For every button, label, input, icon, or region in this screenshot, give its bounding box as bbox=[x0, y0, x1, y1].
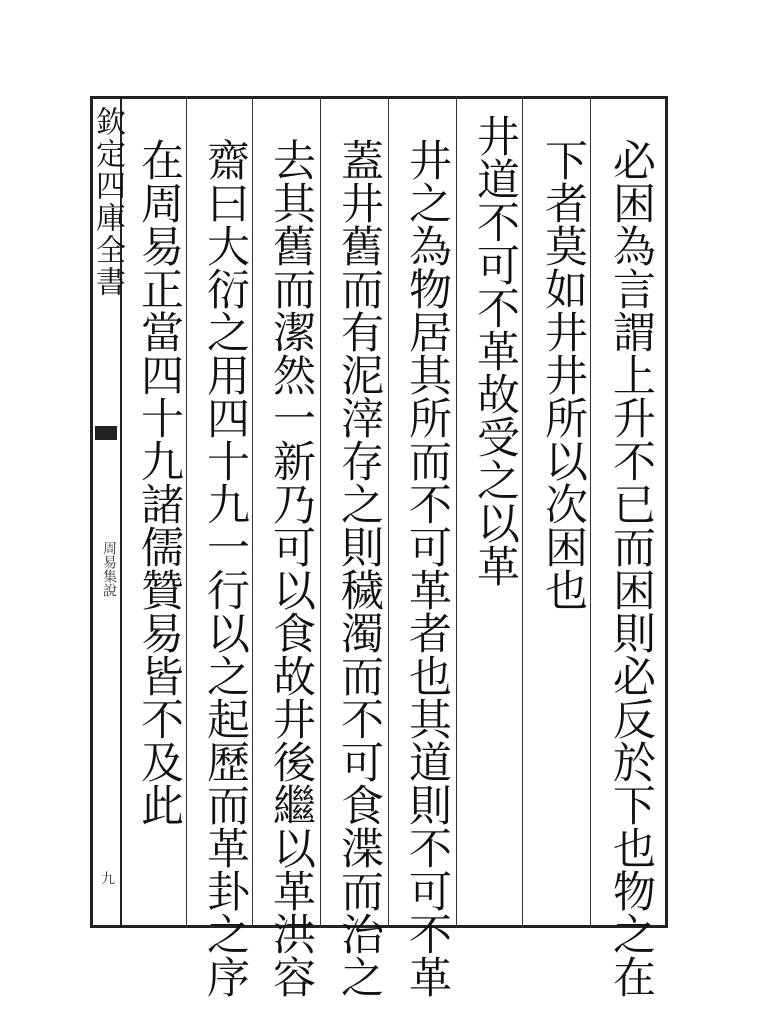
text-column-3: 井道不可不革故受之以革 bbox=[470, 114, 520, 587]
column-rule bbox=[252, 96, 253, 928]
column-rule bbox=[522, 96, 523, 928]
fish-tail-mark bbox=[95, 426, 117, 440]
text-column-2: 下者莫如井井所以次困也 bbox=[538, 138, 588, 611]
column-rule bbox=[590, 96, 591, 928]
page-number: 九 bbox=[99, 871, 115, 885]
text-column-7: 齋曰大衍之用四十九一行以之起歷而革卦之序 bbox=[200, 138, 250, 998]
text-column-5: 蓋井舊而有泥滓存之則穢濁而不可食渫而治之 bbox=[334, 138, 384, 998]
text-column-4: 井之為物居其所而不可革者也其道則不可不革 bbox=[402, 138, 452, 998]
section-title: 周易集說 bbox=[101, 541, 117, 597]
column-rule bbox=[186, 96, 187, 928]
column-rule bbox=[388, 96, 389, 928]
page-margin-strip bbox=[90, 96, 125, 928]
text-column-8: 在周易正當四十九諸儒贊易皆不及此 bbox=[134, 138, 184, 826]
text-column-1: 必困為言謂上升不已而困則必反於下也物之在 bbox=[606, 138, 656, 998]
text-column-6: 去其舊而潔然一新乃可以食故井後繼以革洪容 bbox=[266, 138, 316, 998]
column-rule bbox=[320, 96, 321, 928]
column-rule bbox=[456, 96, 457, 928]
book-title: 欽定四庫全書 bbox=[90, 106, 125, 298]
